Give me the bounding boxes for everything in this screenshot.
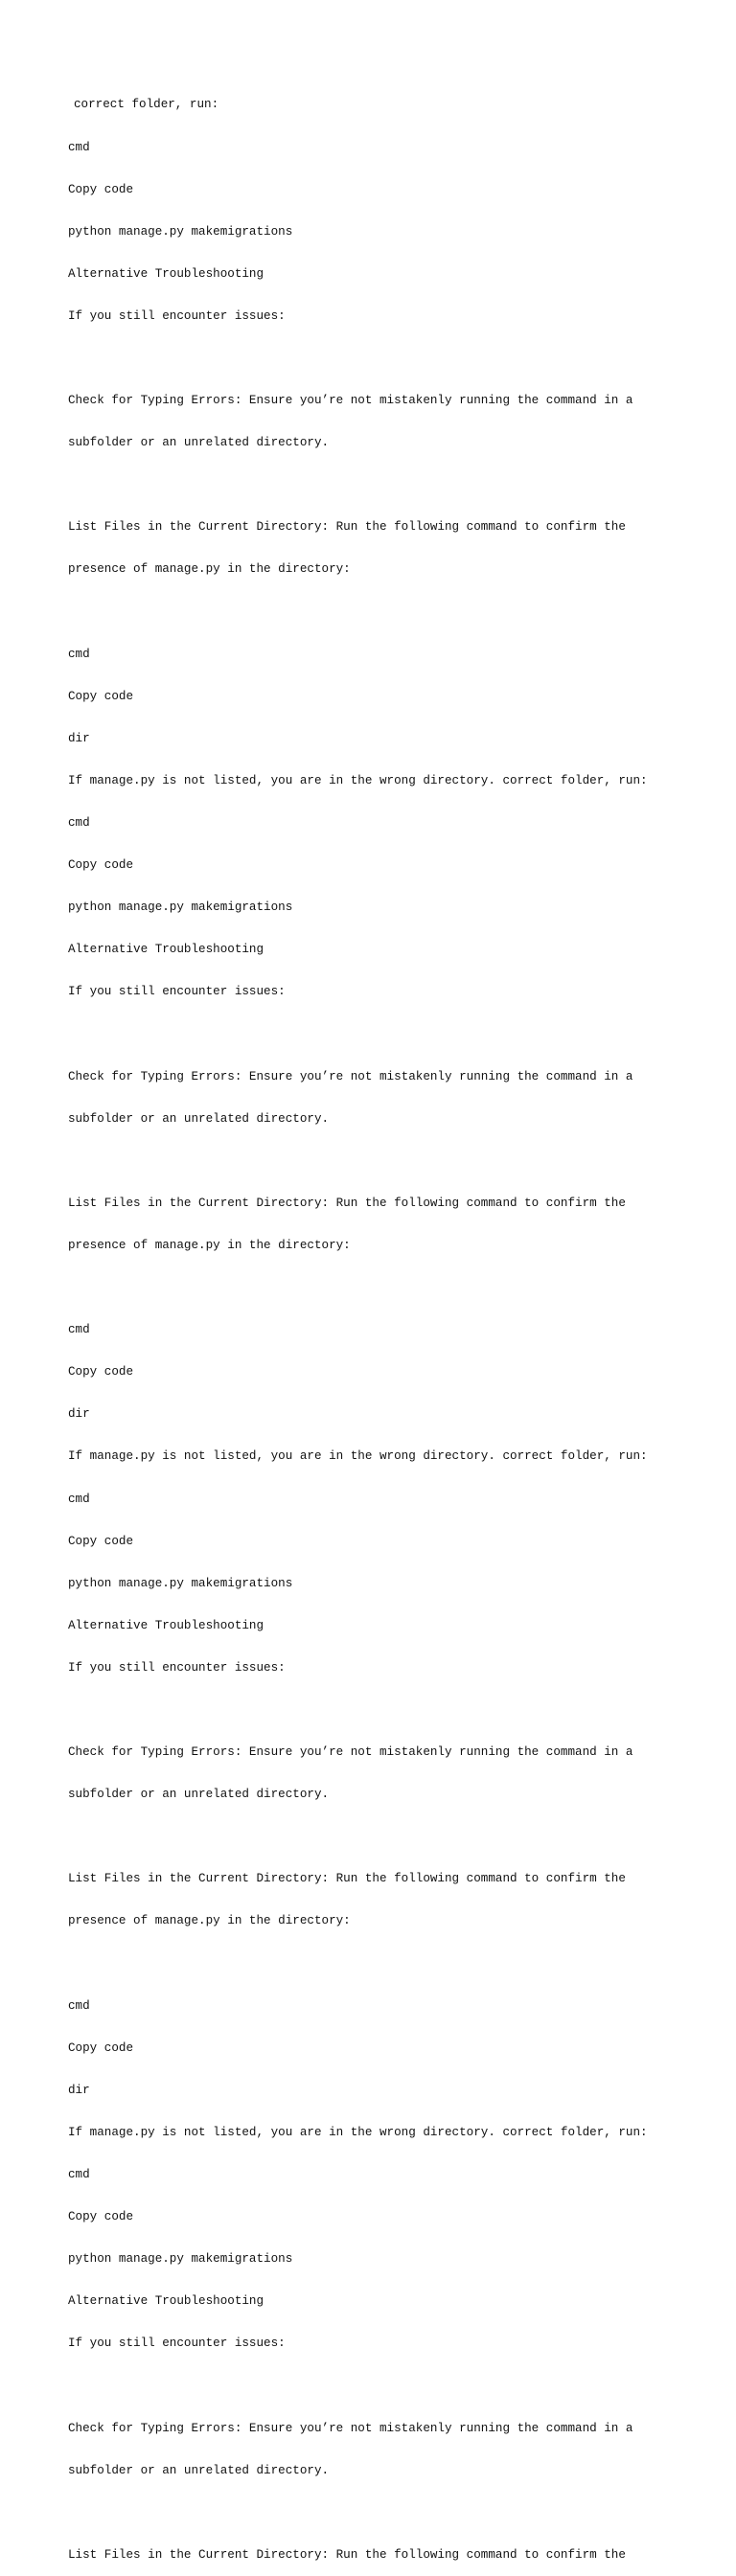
text-line: Copy code [68, 2040, 134, 2055]
text-line: Check for Typing Errors: Ensure you’re not mistakenly running the command in a [68, 2421, 633, 2435]
text-line: Alternative Troubleshooting [68, 2294, 264, 2309]
text-line: subfolder or an unrelated directory. [68, 1111, 330, 1126]
blank-line [68, 2379, 729, 2393]
text-line: Check for Typing Errors: Ensure you’re not mistakenly running the command in a [68, 1069, 633, 1083]
text-line: python manage.py makemigrations [68, 1576, 293, 1590]
text-line: correct folder, run: [74, 98, 219, 112]
text-line: Check for Typing Errors: Ensure you’re not mistakenly running the command in a [68, 1745, 633, 1760]
blank-line [68, 1703, 729, 1718]
text-line: List Files in the Current Directory: Run the following command to confirm the [68, 1196, 626, 1210]
text-line: cmd [68, 140, 90, 154]
text-line: cmd [68, 647, 90, 661]
text-line: presence of manage.py in the directory: [68, 1238, 351, 1252]
text-line: Copy code [68, 689, 134, 703]
blank-line [68, 1154, 729, 1169]
text-line: dir [68, 1407, 90, 1422]
blank-line [68, 352, 729, 366]
text-line: If you still encounter issues: [68, 2337, 286, 2351]
text-line: cmd [68, 1492, 90, 1506]
text-line: presence of manage.py in the directory: [68, 562, 351, 577]
text-line: python manage.py makemigrations [68, 224, 293, 239]
text-line: Alternative Troubleshooting [68, 1618, 264, 1632]
text-line: Copy code [68, 1365, 134, 1379]
text-line: If manage.py is not listed, you are in the wrong directory. correct folder, run: [68, 773, 648, 787]
text-line: cmd [68, 2168, 90, 2181]
text-line: Copy code [68, 182, 134, 196]
text-line: List Files in the Current Directory: Run the following command to confirm the [68, 1872, 626, 1886]
text-line: presence of manage.py in the directory: [68, 1914, 351, 1928]
blank-line [68, 605, 729, 620]
text-line: python manage.py makemigrations [68, 900, 293, 915]
blank-line [68, 1830, 729, 1844]
text-line: cmd [68, 1998, 90, 2013]
text-line: If you still encounter issues: [68, 308, 286, 323]
document-page [68, 70, 729, 2576]
text-line: dir [68, 731, 90, 745]
text-line: python manage.py makemigrations [68, 2252, 293, 2267]
text-line: cmd [68, 1323, 90, 1337]
text-line: If manage.py is not listed, you are in the wrong directory. correct folder, run: [68, 1449, 648, 1464]
blank-line [68, 1957, 729, 1972]
blank-line [68, 1281, 729, 1295]
text-line: dir [68, 2083, 90, 2097]
text-line: Alternative Troubleshooting [68, 943, 264, 957]
text-line: subfolder or an unrelated directory. [68, 436, 330, 450]
text-line: subfolder or an unrelated directory. [68, 2463, 330, 2477]
text-line: subfolder or an unrelated directory. [68, 1788, 330, 1802]
text-line: Copy code [68, 1534, 134, 1548]
text-line: cmd [68, 816, 90, 830]
text-line: If you still encounter issues: [68, 1660, 286, 1675]
text-line: List Files in the Current Directory: Run the following command to confirm the [68, 520, 626, 535]
text-line: List Files in the Current Directory: Run the following command to confirm the [68, 2547, 626, 2562]
blank-line [68, 478, 729, 492]
text-line: Alternative Troubleshooting [68, 266, 264, 281]
text-line: If manage.py is not listed, you are in the wrong directory. correct folder, run: [68, 2125, 648, 2139]
blank-line [68, 1027, 729, 1041]
text-line: Copy code [68, 2210, 134, 2224]
blank-line [68, 2506, 729, 2520]
text-line: If you still encounter issues: [68, 985, 286, 999]
text-line: Copy code [68, 858, 134, 873]
text-line: Check for Typing Errors: Ensure you’re not mistakenly running the command in a [68, 394, 633, 408]
